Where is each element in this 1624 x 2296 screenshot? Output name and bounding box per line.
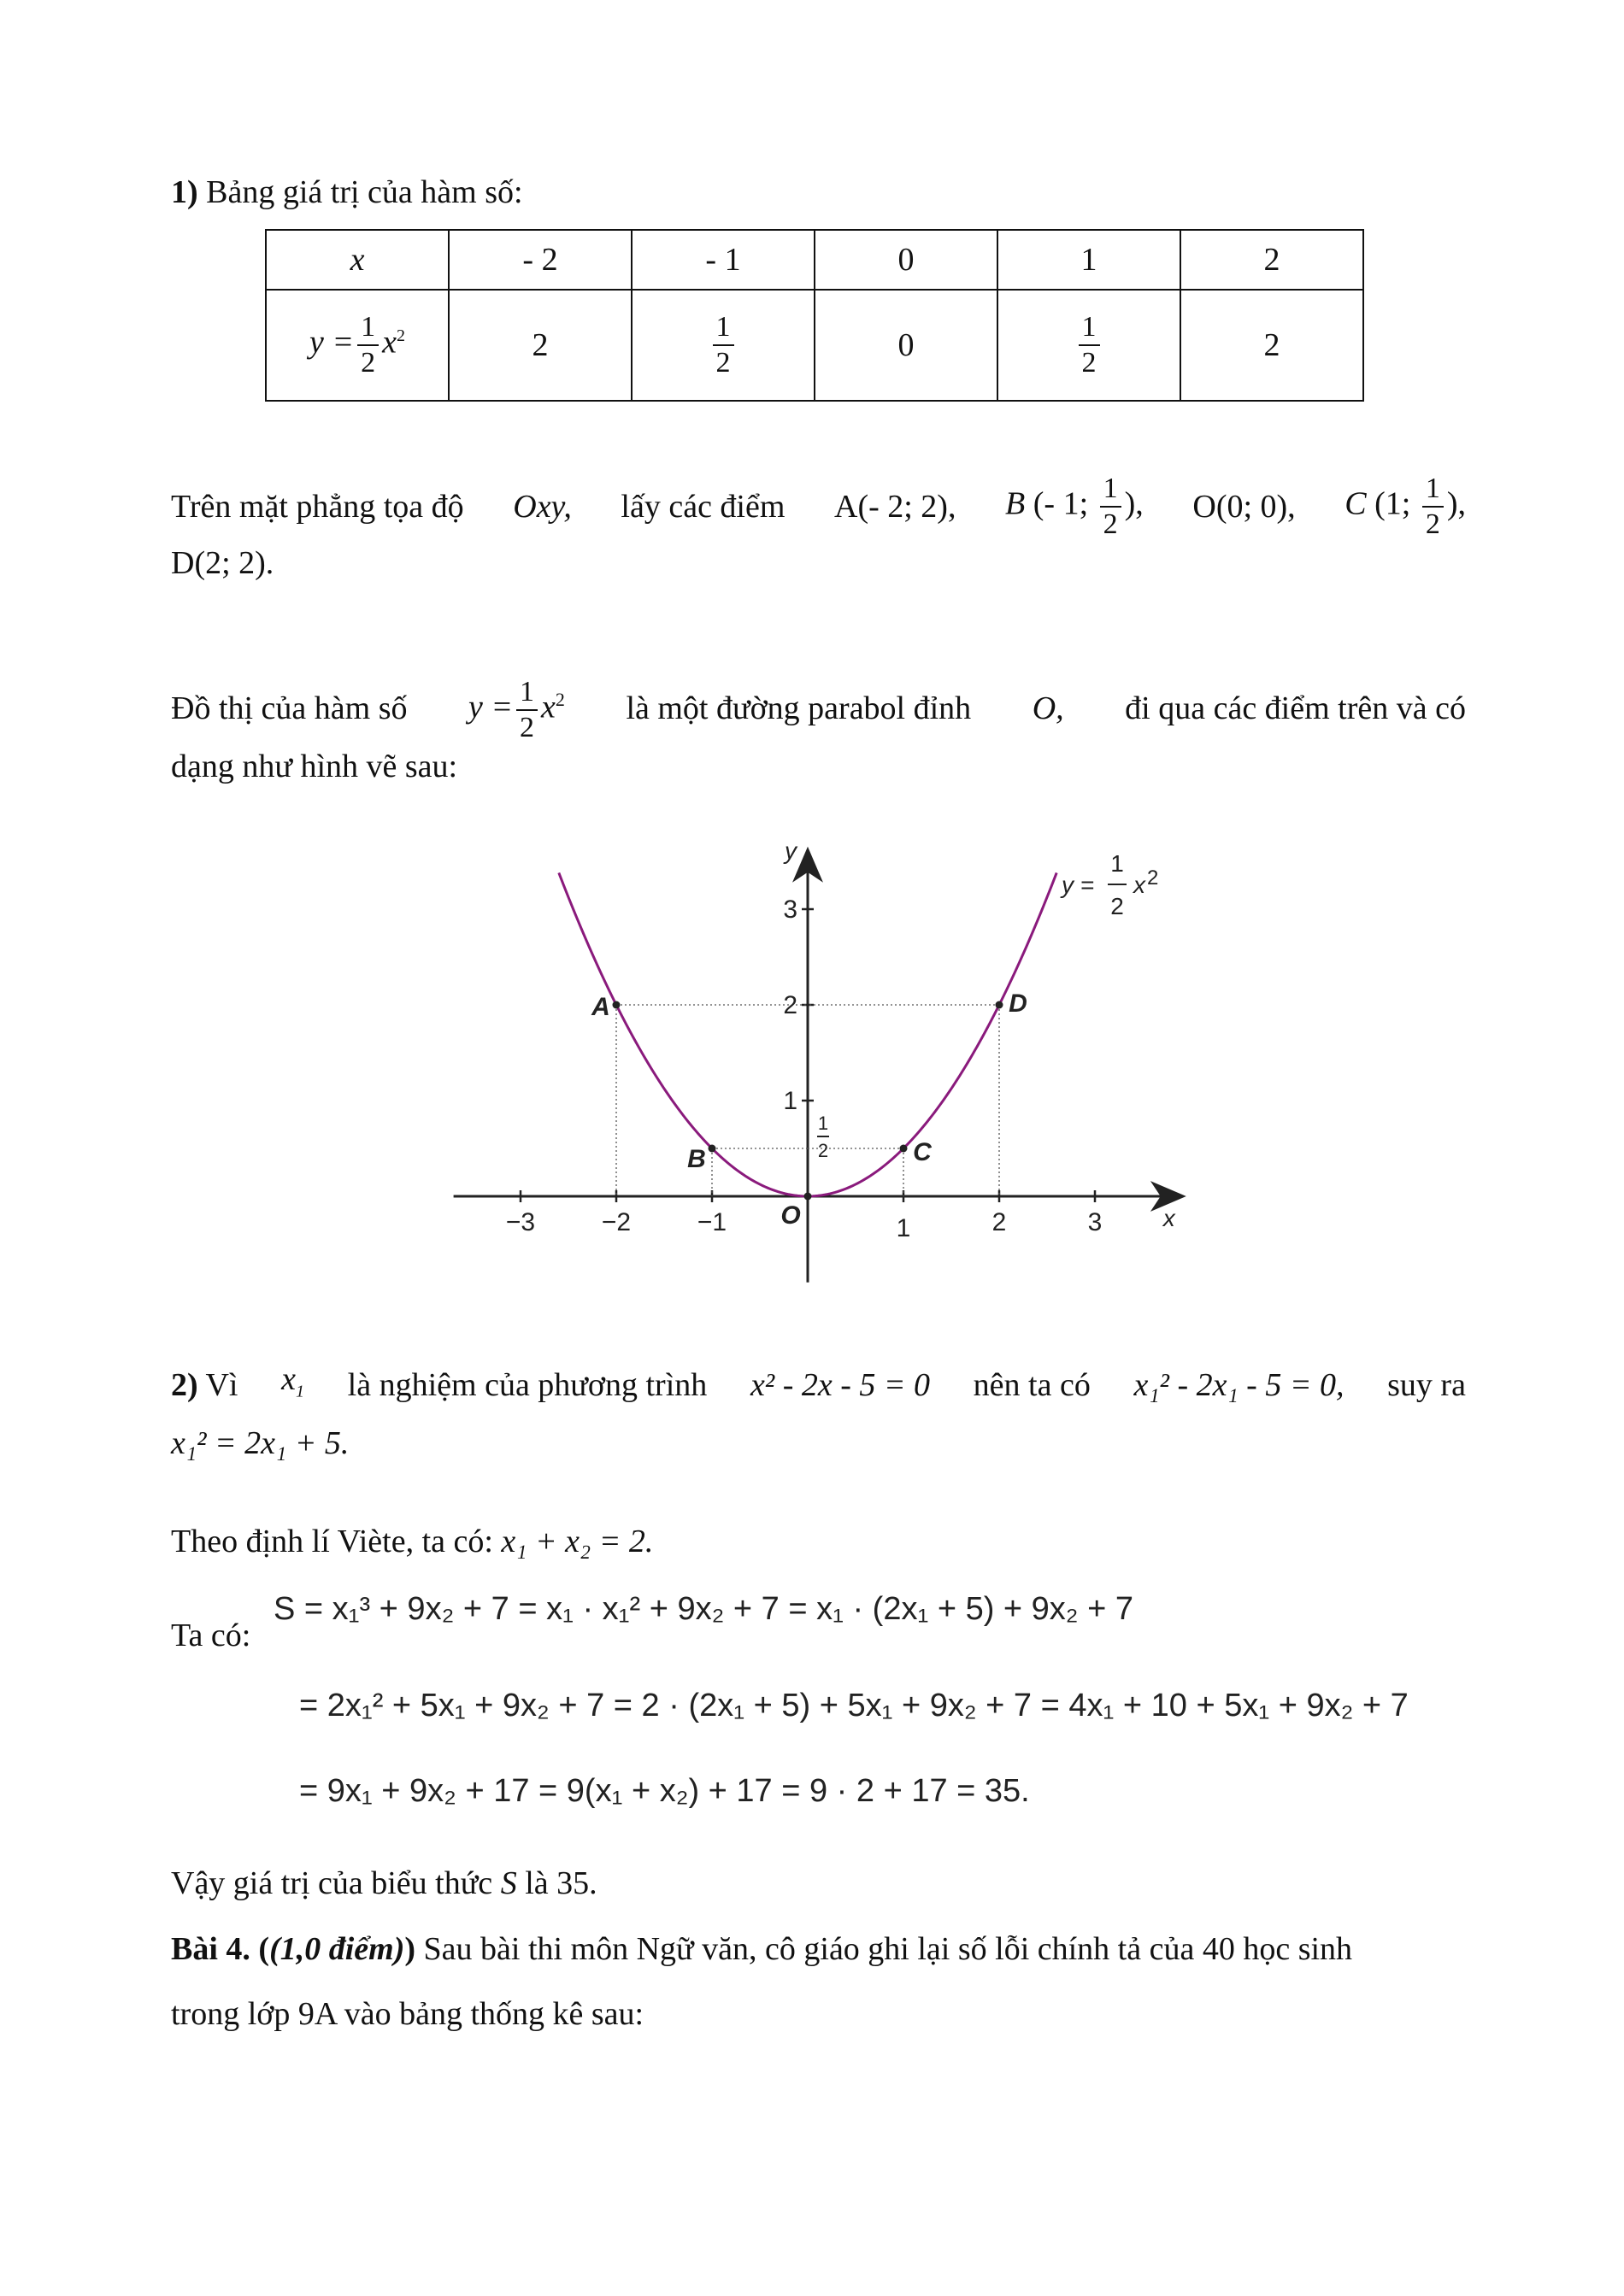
part2-text: nên ta có [973, 1367, 1091, 1404]
graph-text: là một đường parabol đỉnh [626, 690, 972, 727]
viete-equation: x₁ + x₂ = 2. [501, 1524, 654, 1559]
equation-1: x² - 2x - 5 = 0 [750, 1367, 931, 1404]
s-symbol: S [500, 1865, 517, 1901]
table-cell: 2 [1180, 230, 1363, 290]
part2-text: Vì [205, 1367, 238, 1404]
points-text: Trên mặt phẳng tọa độ [171, 489, 464, 525]
part2-result: x₁² = 2x₁ + 5. [171, 1425, 350, 1461]
value-table [265, 229, 1364, 402]
x-tick-label: 1 [896, 1214, 911, 1242]
y-axis-label: y [785, 837, 797, 864]
curve-label-lhs: y = [1062, 872, 1095, 898]
part2-number: 2) [171, 1367, 198, 1404]
graph-text: Đồ thị của hàm số [171, 690, 408, 727]
part1-heading [171, 167, 1466, 217]
table-row-y [266, 290, 1363, 401]
conclusion-text: là [525, 1865, 549, 1901]
part2-text: là nghiệm của phương trình [347, 1367, 708, 1404]
table-cell: - 1 [632, 230, 815, 290]
chart-labels [506, 837, 1176, 1242]
bai4-paren: ) [404, 1931, 416, 1967]
point-label-d: D [1009, 989, 1027, 1018]
viete-text: Theo định lí Viète, ta có: [171, 1524, 493, 1559]
x1-symbol: $x_1$ [281, 1361, 305, 1401]
x-tick-label: 3 [1087, 1208, 1103, 1236]
y-half-label-num: 1 [817, 1113, 829, 1134]
point-label-b: B [687, 1145, 706, 1173]
part2-paragraph [171, 1354, 1466, 1417]
calc-label: Ta có: [171, 1618, 251, 1653]
table-cell: 0 [815, 230, 997, 290]
point-label-a: A [591, 993, 610, 1021]
y-tick-label: 1 [783, 1087, 797, 1115]
point-o [804, 1193, 812, 1201]
bai4-points: (1,0 điểm) [269, 1931, 405, 1967]
part2-text: suy ra [1387, 1367, 1466, 1404]
table-cell: $\frac{1}{2}$ [997, 290, 1180, 401]
table-cell: 2 [1180, 290, 1363, 401]
graph-paragraph [171, 675, 1466, 743]
vertex-label: O, [1032, 690, 1064, 727]
point-b: B (- 1; $\frac{1}{2}$ ), [1005, 473, 1144, 540]
chart-axes [454, 852, 1181, 1283]
x-tick-label: −1 [697, 1208, 727, 1236]
bai4-paren: ( [258, 1931, 270, 1967]
calc-line-2: = 2x₁² + 5x₁ + 9x₂ + 7 = 2 · (2x₁ + 5) + 5x₁ + 9x₂ + 7 = 4x₁ + 10 + 5x₁ + 9x₂ + 7 [299, 1688, 1409, 1723]
calc-line-1: S = x₁³ + 9x₂ + 7 = x₁ · x₁² + 9x₂ + 7 = x₁ · (2x₁ + 5) + 9x₂ + 7 [274, 1591, 1133, 1627]
conclusion-line [171, 1859, 1466, 1908]
point-d [996, 1001, 1003, 1009]
curve-label-num: 1 [1110, 850, 1124, 877]
point-a: A(- 2; 2), [834, 489, 956, 525]
function-formula: y = $\frac{1}{2}$ $x^2$ [468, 675, 565, 743]
graph-paragraph-line2: dạng như hình vẽ sau: [171, 749, 458, 784]
point-b [709, 1145, 716, 1153]
x-tick-label: 2 [991, 1208, 1007, 1236]
point-a [613, 1001, 621, 1009]
viete-line [171, 1517, 1466, 1566]
table-row-x [266, 230, 1363, 290]
point-d: D(2; 2). [171, 545, 274, 581]
points-text: lấy các điểm [621, 489, 786, 525]
curve-label-den: 2 [1110, 893, 1124, 919]
bai4-line2: trong lớp 9A vào bảng thống kê sau: [171, 1996, 644, 2032]
y-half-label-den: 2 [817, 1140, 829, 1161]
curve-label-exp: 2 [1147, 866, 1159, 890]
x-axis-label: x [1162, 1205, 1175, 1231]
table-cell: 0 [815, 290, 997, 401]
part1-number: 1) [171, 174, 198, 210]
origin-label: O [780, 1201, 801, 1230]
curve-label-var: x [1133, 872, 1145, 898]
parabola-chart [410, 833, 1214, 1295]
equation-2: x₁² - 2x₁ - 5 = 0, [1133, 1367, 1345, 1404]
point-label-c: C [913, 1138, 932, 1166]
calc-line-3: = 9x₁ + 9x₂ + 17 = 9(x₁ + x₂) + 17 = 9 · 2 + 17 = 35. [299, 1773, 1030, 1809]
table-cell: 2 [449, 290, 632, 401]
point-o: O(0; 0), [1192, 489, 1296, 525]
points-paragraph [171, 474, 1466, 539]
conclusion-value: 35. [556, 1865, 597, 1901]
table-header-y: y = $\frac{1}{2}$ $x^2$ [266, 290, 449, 401]
table-cell: 1 [997, 230, 1180, 290]
y-tick-label: 3 [783, 895, 797, 924]
point-c [900, 1145, 908, 1153]
table-cell: - 2 [449, 230, 632, 290]
point-c: C (1; $\frac{1}{2}$ ), [1345, 473, 1466, 540]
part1-heading-text: Bảng giá trị của hàm số: [206, 174, 523, 210]
y-tick-label: 2 [783, 991, 797, 1019]
x-tick-label: −2 [601, 1208, 632, 1236]
bai4-title: Bài 4. [171, 1931, 250, 1967]
graph-text: đi qua các điểm trên và có [1125, 690, 1466, 727]
x-tick-label: −3 [505, 1208, 536, 1236]
oxy-label: Oxy, [513, 489, 572, 525]
conclusion-text: Vậy giá trị của biểu thức [171, 1865, 493, 1901]
table-header-x: x [266, 230, 449, 290]
bai4-text: Sau bài thi môn Ngữ văn, cô giáo ghi lại số lỗi chính tả của 40 học sinh [423, 1931, 1353, 1967]
table-cell: $\frac{1}{2}$ [632, 290, 815, 401]
bai4-line1 [171, 1924, 1466, 1974]
